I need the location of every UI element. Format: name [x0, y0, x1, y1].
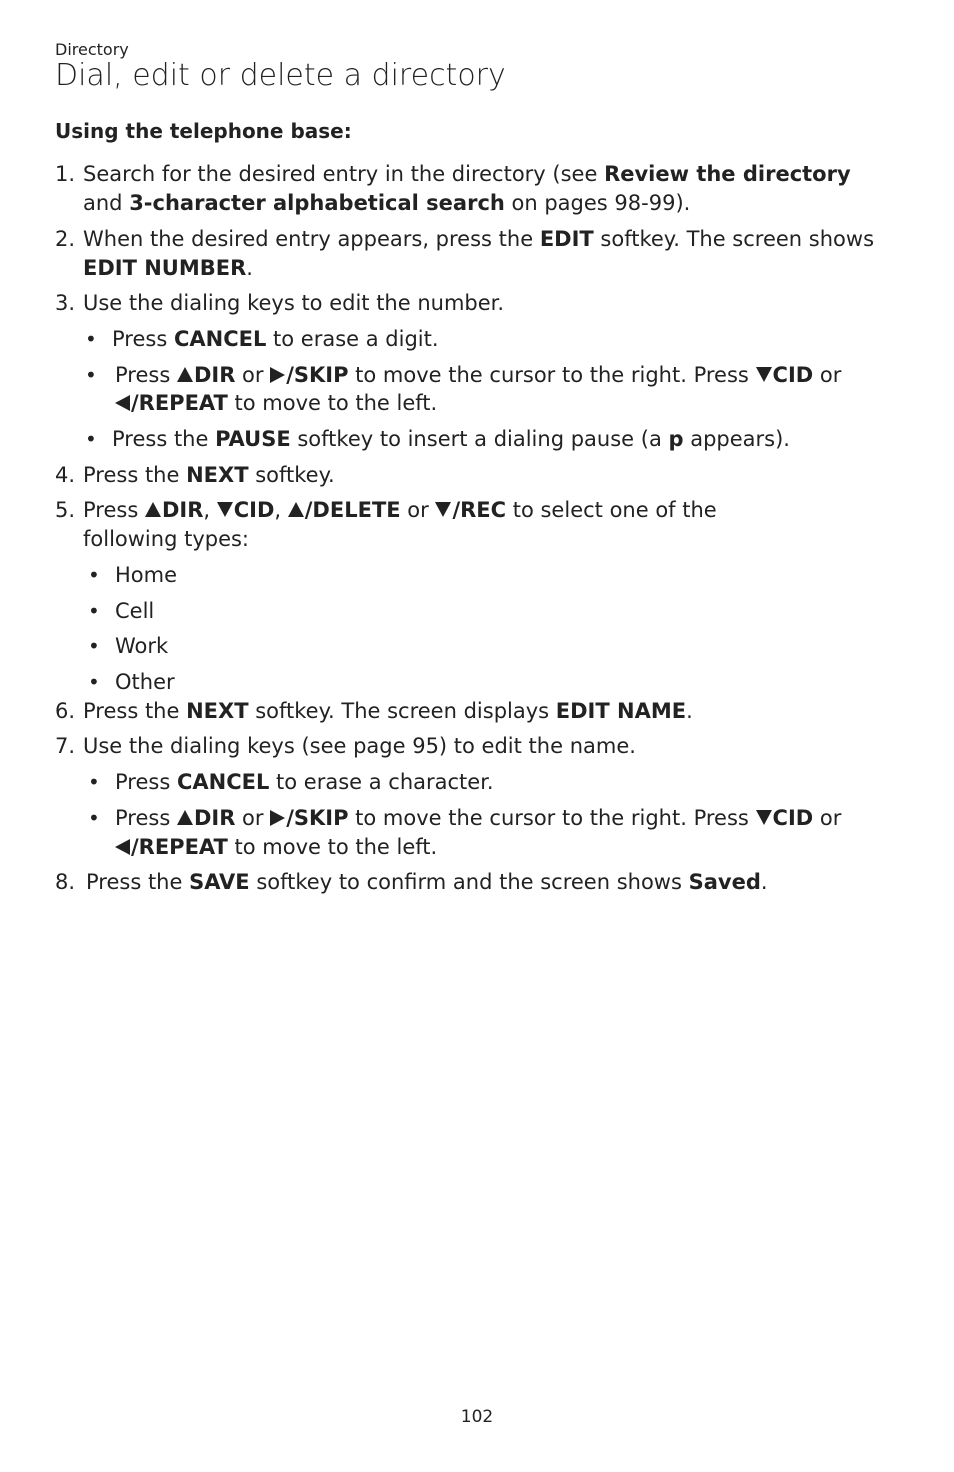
bullet-item: Press the PAUSE softkey to insert a dialing pause (a p appears). — [112, 427, 790, 451]
bullet-item-continued: /REPEAT to move to the left. — [115, 389, 437, 417]
up-arrow-icon — [288, 502, 304, 517]
step-text-line: Press the SAVE softkey to confirm and the screen shows Saved. — [86, 870, 768, 894]
bullet-icon: • — [88, 563, 100, 587]
step-number: 5. — [55, 498, 76, 522]
step-number: 7. — [55, 734, 76, 758]
up-arrow-icon — [177, 367, 193, 382]
bullet-icon: • — [88, 806, 100, 830]
down-arrow-icon — [217, 502, 233, 517]
left-arrow-icon — [115, 395, 130, 411]
bullet-icon: • — [88, 599, 100, 623]
page-number: 102 — [460, 1407, 494, 1427]
type-item-other: Other — [115, 670, 175, 694]
type-item-home: Home — [115, 563, 178, 587]
step-text-line: Search for the desired entry in the directory (see Review the directory — [83, 162, 851, 186]
bullet-icon: • — [88, 770, 100, 794]
bullet-icon: • — [88, 670, 100, 694]
bullet-icon: • — [85, 427, 97, 451]
page-title: Dial, edit or delete a directory — [55, 58, 506, 93]
step-number: 4. — [55, 463, 76, 487]
step-text-line: EDIT NUMBER. — [83, 256, 253, 280]
right-arrow-icon — [270, 810, 285, 826]
down-arrow-icon — [756, 810, 772, 825]
step-number: 6. — [55, 699, 76, 723]
bullet-icon: • — [88, 634, 100, 658]
section-label: Directory — [55, 40, 129, 59]
step-text-line: Use the dialing keys (see page 95) to edit the name. — [83, 734, 636, 758]
step-text-line: following types: — [83, 527, 250, 551]
bullet-item: Press DIR or /SKIP to move the cursor to the right. Press CID or — [115, 363, 842, 387]
bullet-item: Press DIR or /SKIP to move the cursor to the right. Press CID or — [115, 806, 842, 830]
down-arrow-icon — [756, 367, 772, 382]
bullet-item: Press CANCEL to erase a character. — [115, 770, 494, 794]
up-arrow-icon — [177, 810, 193, 825]
type-item-cell: Cell — [115, 599, 155, 623]
left-arrow-icon — [115, 839, 130, 855]
step-number: 2. — [55, 227, 76, 251]
step-text-line: When the desired entry appears, press the EDIT softkey. The screen shows — [83, 227, 875, 251]
down-arrow-icon — [435, 502, 451, 517]
step-number: 3. — [55, 291, 76, 315]
up-arrow-icon — [145, 502, 161, 517]
right-arrow-icon — [270, 367, 285, 383]
bullet-icon: • — [85, 327, 97, 351]
step-text-line: Use the dialing keys to edit the number. — [83, 291, 505, 315]
step-text-line: and 3-character alphabetical search on pages 98-99). — [83, 191, 691, 215]
step-number: 1. — [55, 162, 76, 186]
bullet-item: Press CANCEL to erase a digit. — [112, 327, 439, 351]
step-number: 8. — [55, 870, 76, 894]
type-item-work: Work — [115, 634, 169, 658]
bullet-item-continued: /REPEAT to move to the left. — [115, 833, 437, 861]
step-text-line: Press DIR, CID, /DELETE or /REC to select one of the — [83, 498, 717, 522]
subheading: Using the telephone base: — [55, 119, 352, 143]
step-text-line: Press the NEXT softkey. — [83, 463, 335, 487]
bullet-icon: • — [85, 363, 97, 387]
step-text-line: Press the NEXT softkey. The screen displays EDIT NAME. — [83, 699, 693, 723]
